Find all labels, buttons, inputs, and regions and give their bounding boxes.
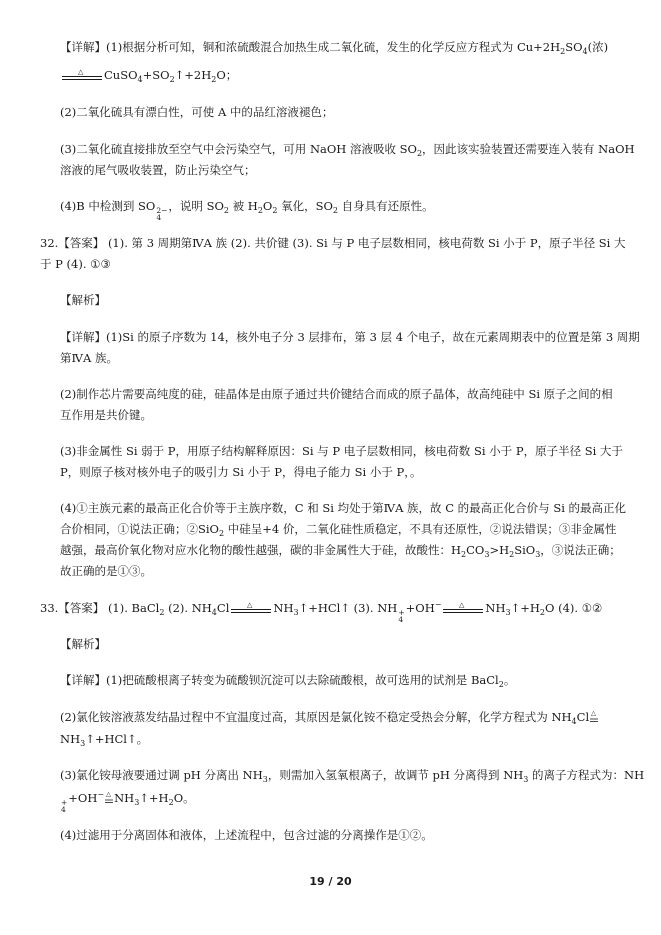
svg-text:△: △ [106, 790, 112, 798]
q32-detail-line-7: (4)①主族元素的最高正化合价等于主族序数，C 和 Si 均处于第ⅣA 族，故 C 的最高正化合价与 Si 的最高正化 [60, 501, 627, 515]
svg-text:△: △ [247, 601, 253, 609]
q33-detail-line-6: (4)过滤用于分离固体和液体，上述流程中，包含过滤的分离操作是①②。 [60, 828, 433, 842]
small-heat-sign [589, 709, 599, 725]
q32-detail-line-4: 互作用是共价键。 [60, 408, 152, 422]
q33-detail-line-1: 【详解】(1)把硫酸根离子转变为硫酸钡沉淀可以去除硫酸根，故可选用的试剂是 BaCl$_2$。 [60, 673, 516, 689]
heat-condition-arrow [231, 601, 271, 615]
q31-detail-line-5: (4)B 中检测到 SO 2− 4 ，说明 $SO_2$ 被 $H_2O_2$ 氧化，$SO_2$ 自身具有还原性。 [60, 199, 434, 222]
small-heat-sign [104, 790, 114, 806]
q32-detail-line-8: 合价相同，①说法正确；②SiO$_2$ 中硅呈+4 价，二氧化硅性质稳定，不具有还原性，②说法错误；③非金属性 [60, 522, 617, 538]
svg-text:△: △ [78, 68, 84, 76]
q32-detail-line-2: 第ⅣA 族。 [60, 351, 118, 365]
q32-detail-line-10: 故正确的是①③。 [60, 564, 152, 578]
q33-detail-line-4: (3)氯化铵母液要通过调 pH 分离出 $NH_3$，则需加入氢氧根离子，故调节 pH 分离得到 $NH_3$ 的离子方程式为：NH [60, 768, 645, 784]
q31-detail-line-4: 溶液的尾气吸收装置，防止污染空气； [60, 163, 256, 177]
svg-text:△: △ [459, 601, 465, 609]
q31-equation-line: △ $CuSO_4+SO_2↑+2H_2O$； [60, 67, 237, 83]
svg-text:△: △ [591, 709, 597, 717]
q32-answer-line-2: 于 P (4). ①③ [40, 257, 111, 271]
heat-condition-arrow [62, 68, 102, 82]
q33-answer-line: 33.【答案】 (1). BaCl$_2$ (2). $NH_4Cl$ △ $NH_3↑+HCl↑$ (3). NH + 4 +OH− △ $NH_3↑+H_2O$ (4). ①② [40, 600, 603, 624]
q32-detail-line-9: 越强，最高价氧化物对应水化物的酸性越强，碳的非金属性大于硅，故酸性：$H_2CO_3>H_2SiO_3$，③说法正确； [60, 543, 621, 559]
q32-detail-line-1: 【详解】(1)Si 的原子序数为 14，核外电子分 3 层排布，第 3 层 4 个电子，故在元素周期表中的位置是第 3 周期 [60, 330, 640, 344]
q31-detail-line-2: (2)二氧化硫具有漂白性，可使 A 中的品红溶液褪色； [60, 105, 334, 119]
q32-detail-line-6: P，则原子核对核外电子的吸引力 Si 小于 P，得电子能力 Si 小于 P，。 [60, 465, 422, 479]
q33-detail-line-2: (2)氯化铵溶液蒸发结晶过程中不宜温度过高，其原因是氯化铵不稳定受热会分解，化学方程式为 $NH_4Cl$ △ [60, 709, 599, 725]
page-number: 19 / 20 [309, 875, 352, 888]
q32-detail-line-3: (2)制作芯片需要高纯度的硅，硅晶体是由原子通过共价键结合而成的原子晶体，故高纯硅中 Si 原子之间的相 [60, 387, 613, 401]
q31-detail-line-1: 【详解】(1)根据分析可知，铜和浓硫酸混合加热生成二氧化硫，发生的化学反应方程式为 $Cu+2H_2SO_4$(浓) [60, 40, 609, 56]
q32-answer-line-1: 32.【答案】 (1). 第 3 周期第ⅣA 族 (2). 共价键 (3). Si 与 P 电子层数相同，核电荷数 Si 小于 P，原子半径 Si 大 [40, 236, 626, 250]
q32-analysis-heading: 【解析】 [60, 293, 106, 307]
q31-detail-line-3: (3)二氧化硫直接排放至空气中会污染空气，可用 NaOH 溶液吸收 $SO_2$，因此该实验装置还需要连入装有 NaOH [60, 142, 635, 158]
q33-analysis-heading: 【解析】 [60, 637, 106, 651]
heat-condition-arrow [443, 601, 483, 615]
q33-detail-line-3: $NH_3↑+HCl↑$。 [60, 732, 149, 748]
q32-detail-line-5: (3)非金属性 Si 弱于 P，用原子结构解释原因：Si 与 P 电子层数相同，核电荷数 Si 小于 P，原子半径 Si 大于 [60, 444, 623, 458]
q33-detail-line-5: + 4 +OH− △ $NH_3↑+H_2O$。 [61, 790, 195, 814]
